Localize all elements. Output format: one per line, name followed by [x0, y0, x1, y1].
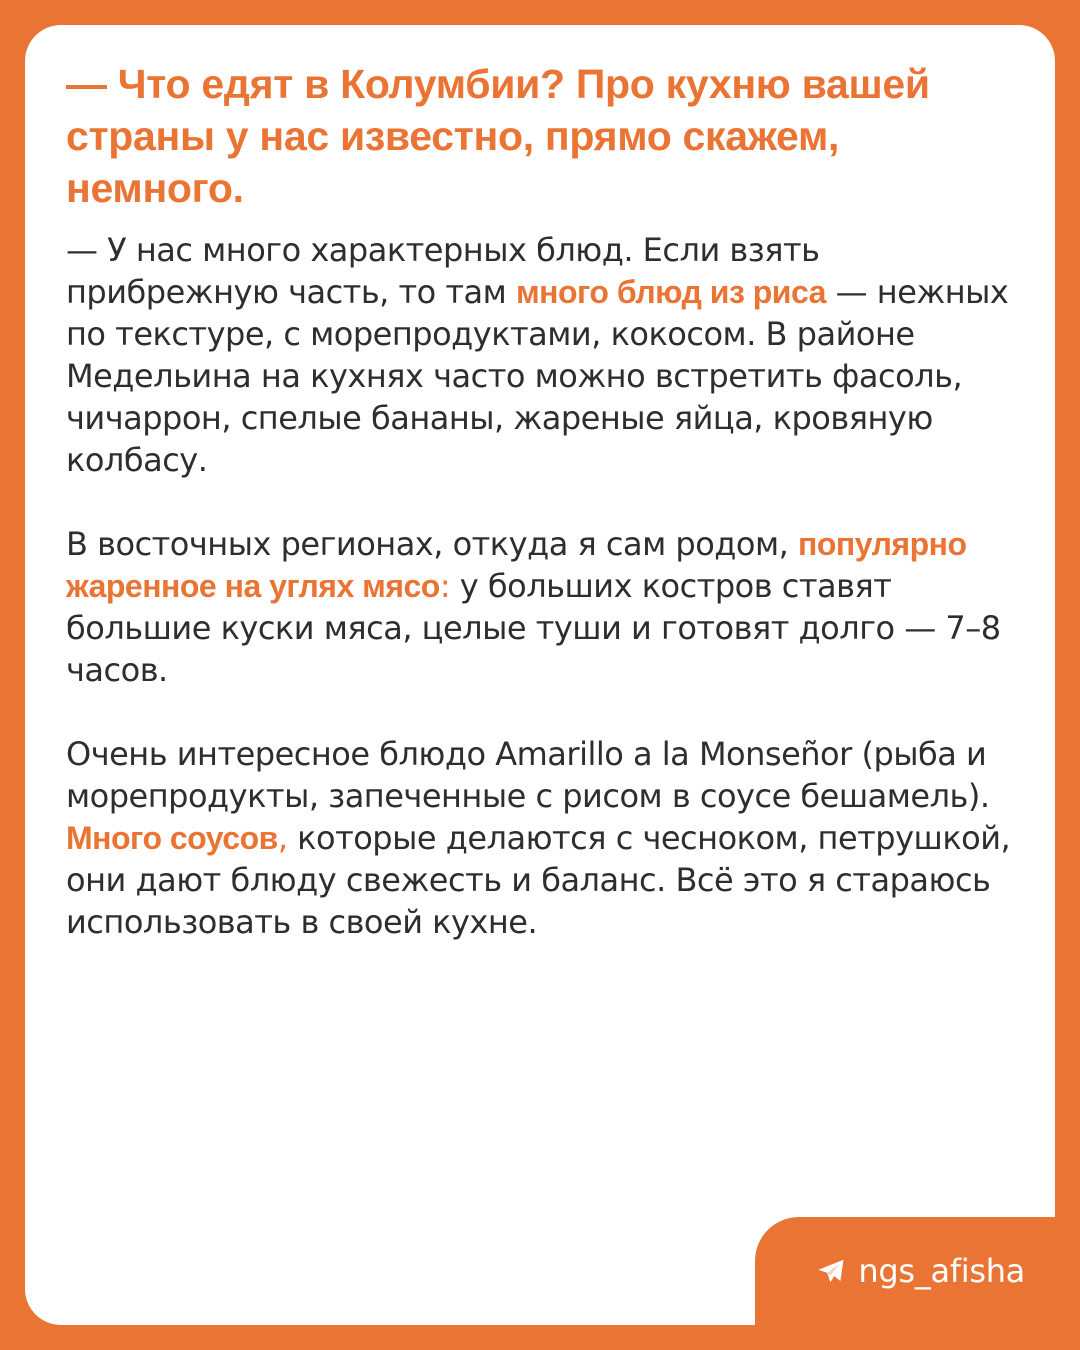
- paragraph-text: Очень интересное блюдо Amarillo a la Monseñor (рыба и морепродукты, запеченные с рисом в соусе бешамель).: [66, 735, 990, 815]
- paragraph-text: у больших костров ставят большие куски мяса, целые туши и готовят долго — 7–8 часов.: [66, 567, 1001, 689]
- answer-paragraph: [66, 523, 1026, 691]
- paragraph-text: В восточных регионах, откуда я сам родом,: [66, 525, 798, 563]
- answer-paragraph: [66, 229, 1026, 481]
- paragraph-text: — У нас много характерных блюд. Если взять прибрежную часть, то там: [66, 231, 820, 311]
- interview-question: — Что едят в Колумбии? Про кухню вашей страны у нас известно, прямо скажем, немного.: [66, 61, 930, 211]
- answer-paragraph: [66, 733, 1026, 943]
- highlight-phrase: много блюд из риса: [515, 274, 826, 310]
- accent-punctuation: ,: [277, 819, 288, 857]
- highlight-phrase: Много соусов: [66, 820, 278, 856]
- channel-handle: ngs_afisha: [858, 1252, 1025, 1290]
- paragraph-text: которые делаются с чесноком, петрушкой, они дают блюду свежесть и баланс. Всё это я стараюсь использовать в своей кухне.: [66, 819, 1011, 941]
- accent-punctuation: :: [439, 567, 451, 605]
- interview-answer: [66, 229, 1026, 985]
- channel-badge[interactable]: [755, 1217, 1055, 1325]
- content-card: [25, 25, 1055, 1325]
- highlight-phrase: популярно жаренное на углях мясо: [66, 526, 967, 604]
- paragraph-text: — нежных по текстуре, с морепродуктами, кокосом. В районе Медельина на кухнях часто можно встретить фасоль, чичаррон, спелые бананы, жареные яйца, кровяную колбасу.: [66, 273, 1009, 479]
- telegram-icon: [816, 1256, 846, 1286]
